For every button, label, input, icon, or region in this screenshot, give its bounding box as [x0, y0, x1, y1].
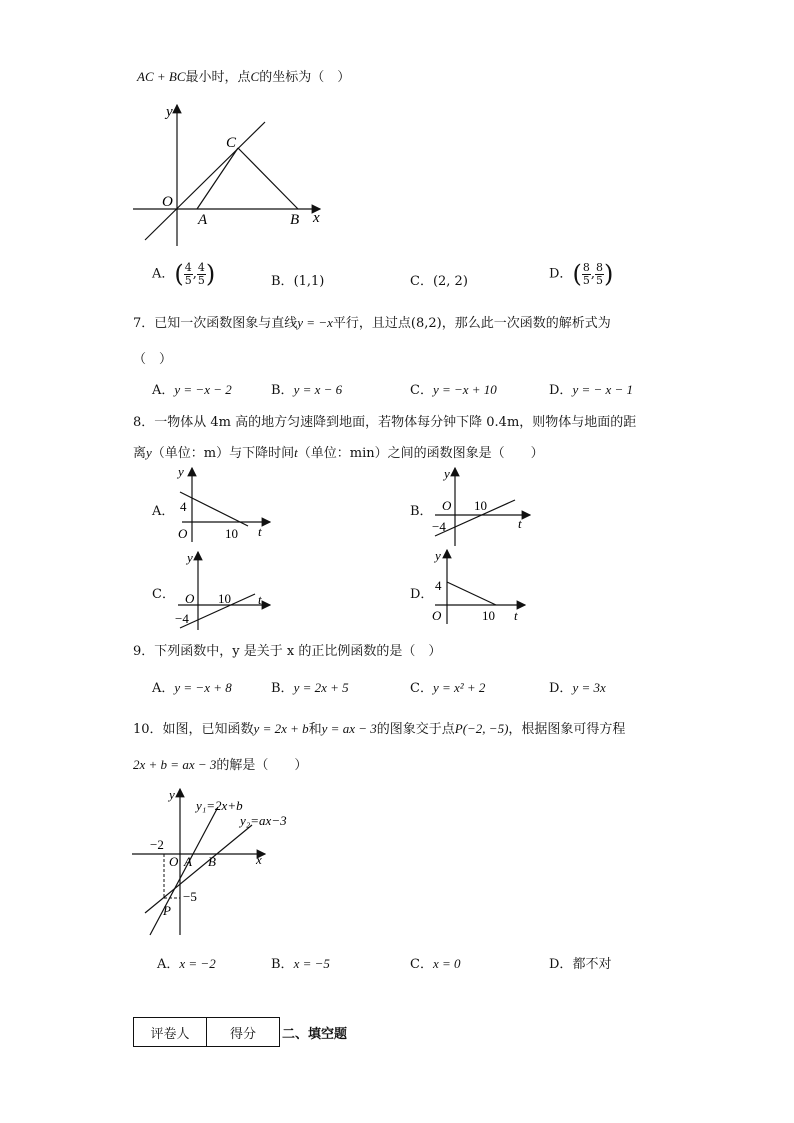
- svg-text:−4: −4: [432, 519, 446, 534]
- svg-text:O: O: [178, 526, 188, 541]
- q8-stem-line2: 离y（单位：m）与下降时间t（单位：min）之间的函数图象是（ ）: [133, 445, 544, 461]
- q8-option-a-letter: A．: [152, 504, 175, 519]
- q10-option-c[interactable]: C．x = 0: [410, 956, 461, 972]
- svg-text:t: t: [514, 608, 518, 623]
- q9-option-b[interactable]: B．y = 2x + 5: [271, 680, 349, 696]
- svg-text:O: O: [169, 854, 179, 869]
- svg-text:10: 10: [482, 608, 495, 623]
- q6-option-c[interactable]: C．(2, 2): [410, 274, 468, 289]
- q6-fig-o: O: [162, 194, 173, 210]
- q8-option-d-letter: D．: [410, 587, 434, 602]
- q9-option-d[interactable]: D．y = 3x: [549, 680, 606, 696]
- q9-option-c[interactable]: C．y = x² + 2: [410, 680, 486, 696]
- q8-option-b-letter: B．: [410, 504, 433, 519]
- svg-text:y: y: [444, 466, 450, 481]
- score-cell: 得分: [207, 1018, 280, 1047]
- q6-expr: AC + BC: [137, 69, 186, 84]
- svg-text:O: O: [185, 591, 195, 606]
- q7-option-d[interactable]: D．y = − x − 1: [549, 382, 634, 398]
- q6-fig-c: C: [226, 135, 237, 151]
- svg-text:t: t: [518, 516, 522, 531]
- svg-text:y: y: [435, 548, 441, 563]
- svg-text:O: O: [442, 498, 452, 513]
- svg-text:10: 10: [218, 591, 231, 606]
- svg-text:y: y: [187, 550, 193, 565]
- q6-fig-a: A: [198, 212, 208, 228]
- q7-option-c[interactable]: C．y = −x + 10: [410, 382, 497, 398]
- svg-text:−4: −4: [175, 611, 189, 626]
- svg-text:10: 10: [225, 526, 238, 541]
- svg-text:t: t: [258, 592, 262, 607]
- q9-option-a[interactable]: A．y = −x + 8: [152, 680, 232, 696]
- svg-text:y₂=ax−3: y₂=ax−3: [240, 813, 287, 828]
- svg-text:y: y: [178, 464, 184, 479]
- svg-text:t: t: [258, 524, 262, 539]
- svg-text:y: y: [169, 787, 175, 802]
- svg-text:4: 4: [180, 499, 187, 514]
- q10-figure: [130, 785, 310, 940]
- q8-option-d-graph[interactable]: [430, 546, 540, 626]
- q7-option-a[interactable]: A．y = −x − 2: [152, 382, 232, 398]
- q7-stem: 7．已知一次函数图象与直线y = −x平行，且过点(8,2)，那么此一次函数的解析式为: [133, 315, 611, 331]
- q6-option-d[interactable]: D．( $\frac{8}{5}$ , $\frac{8}{5}$ ): [549, 260, 614, 288]
- q8-option-b-graph[interactable]: [430, 464, 540, 549]
- q7-paren: （ ）: [133, 352, 173, 367]
- q8-option-c-letter: C．: [152, 587, 175, 602]
- q6-option-a[interactable]: A．( $\frac{4}{5}$ , $\frac{4}{5}$ ): [152, 260, 216, 288]
- q8-option-a-graph[interactable]: [170, 464, 280, 544]
- svg-text:10: 10: [474, 498, 487, 513]
- q6-fig-b: B: [290, 212, 300, 228]
- q10-stem-line1: 10．如图，已知函数y = 2x + b和y = ax − 3的图象交于点P(−2, −5)，根据图象可得方程: [133, 721, 626, 737]
- svg-text:y₁=2x+b: y₁=2x+b: [196, 798, 243, 813]
- q6-option-b[interactable]: B．(1,1): [271, 274, 325, 289]
- q8-option-c-graph[interactable]: [170, 548, 280, 633]
- q6-stem: AC + BC最小时，点C的坐标为（ ）: [137, 69, 351, 85]
- q9-stem: 9．下列函数中，y 是关于 x 的正比例函数的是（ ）: [133, 644, 442, 659]
- svg-text:−2: −2: [150, 837, 164, 852]
- q8-stem-line1: 8．一物体从 4m 高的地方匀速降到地面，若物体每分钟下降 0.4m，则物体与地面的距: [133, 415, 637, 430]
- q6-figure: [130, 100, 330, 250]
- reviewer-cell: 评卷人: [134, 1018, 207, 1047]
- svg-text:−5: −5: [183, 889, 197, 904]
- svg-text:P: P: [163, 903, 171, 918]
- svg-text:A: A: [184, 854, 192, 869]
- q10-stem-line2: 2x + b = ax − 3的解是（ ）: [133, 757, 308, 773]
- q10-option-b[interactable]: B．x = −5: [271, 956, 330, 972]
- svg-text:x: x: [256, 852, 262, 867]
- q6-fig-x: x: [313, 210, 320, 226]
- q10-option-a[interactable]: A．x = −2: [157, 956, 216, 972]
- score-table: [133, 1017, 280, 1047]
- q6-fig-y: y: [166, 104, 173, 120]
- q7-option-b[interactable]: B．y = x − 6: [271, 382, 343, 398]
- section-title: 二、填空题: [282, 1027, 348, 1042]
- svg-text:B: B: [208, 854, 216, 869]
- svg-text:O: O: [432, 608, 442, 623]
- svg-text:4: 4: [435, 578, 442, 593]
- q10-option-d[interactable]: D．都不对: [549, 957, 612, 972]
